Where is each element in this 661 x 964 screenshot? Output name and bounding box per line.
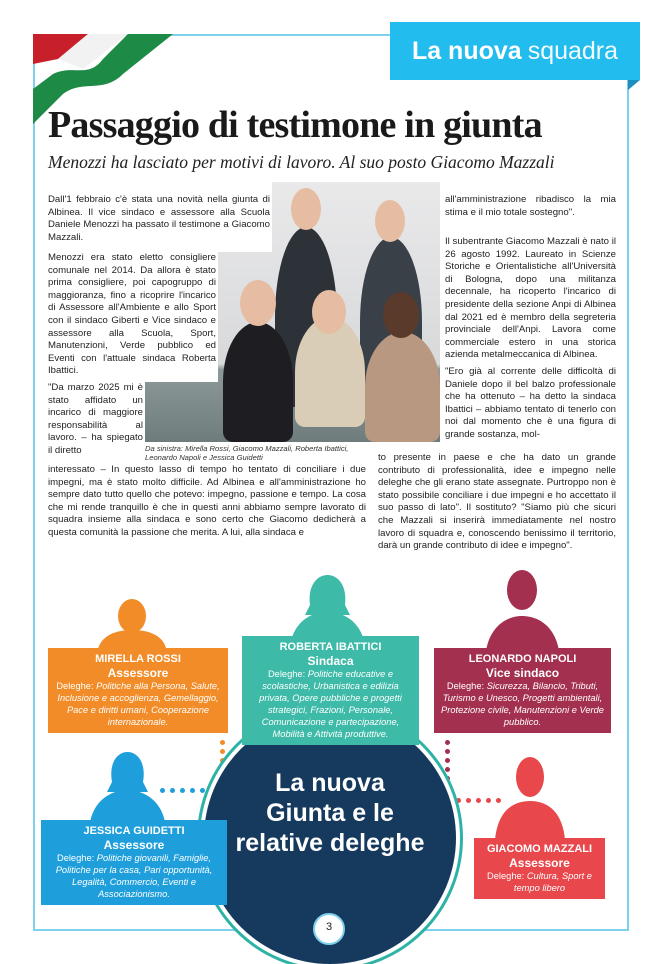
man-silhouette-icon <box>485 568 560 658</box>
member-card-roberta-ibattici <box>242 636 419 745</box>
member-name: ROBERTA IBATTICI <box>279 641 382 653</box>
member-role: Vice sindaco <box>485 666 560 680</box>
deleghe-list: Cultura, Sport e tempo libero <box>513 871 592 893</box>
deleghe-label: Deleghe: <box>487 871 525 881</box>
article-paragraph: interessato – In questo lasso di tempo ho tentato di conciliare i due impegni, ma è stato molto difficile. Ad Albinea e all'amministrazione ho sempre dato tutto quello che potevo: impegno, passione e tempo. La cosa che mi rende tranquillo è che in questi anni abbiamo sempre lavorato di squadra insieme alla sindaca e sono certo che Giacomo dedicherà a questa comunità la passione che merita. A lui, alla sindaca e <box>48 464 366 538</box>
member-name: GIACOMO MAZZALI <box>486 843 593 855</box>
article-paragraph: Il subentrante Giacomo Mazzali è nato il 26 agosto 1992. Laureato in Scienze Storiche e Orientalistiche all'Università di Bologna, dopo una militanza decennale, ha ricoperto l'incarico di presidente della sezione Anpi di Albinea dal 2021 ed è membro della segreteria provinciale dell'Anpi. Lavora come commerciale estero in una storica azienda metalmeccanica di Albinea. <box>445 236 616 361</box>
connector-dots <box>160 788 205 793</box>
woman-silhouette-icon <box>290 560 365 645</box>
member-name: LEONARDO NAPOLI <box>468 653 577 665</box>
man-silhouette-icon <box>495 755 565 840</box>
deleghe-list: Politiche educative e scolastiche, Urbanistica e edilizia privata, Opere pubbliche e progetti strategici, Frazioni, Personale, Comunicazione e partecipazione, Mobilità e Attività produttive. <box>259 669 402 739</box>
subtitle: Menozzi ha lasciato per motivi di lavoro. Al suo posto Giacomo Mazzali <box>48 152 555 172</box>
deleghe-label: Deleghe: <box>56 853 95 863</box>
article-paragraph: Menozzi era stato eletto consigliere comunale nel 2014. Da allora è stato prima consigliere, poi capogruppo di maggioranza, fino a ricoprire l'incarico di Assessore all'Ambiente e allo Sport con il sindaco Giberti e Vice sindaco e assessore alla Scuola, Sport, Manutenzioni, Verde pubblico ed Eventi con l'attuale sindaca Roberta Ibattici. <box>48 252 216 377</box>
article-paragraph: Dall'1 febbraio c'è stata una novità nella giunta di Albinea. Il vice sindaco e assessore alla Scuola Daniele Menozzi ha passato il testimone a Giacomo Mazzali. <box>48 194 270 243</box>
member-card-jessica-guidetti <box>41 820 227 905</box>
deleghe-label: Deleghe: <box>56 681 94 691</box>
deleghe-list: Politiche giovanili, Famiglie, Politiche per la casa, Pari opportunità, Legalità, Commercio, Eventi e Associazionismo. <box>55 853 213 899</box>
photo-caption: Da sinistra: Mirella Rossi, Giacomo Mazzali, Roberta Ibattici, Leonardo Napoli e Jessica Guidetti <box>145 444 349 462</box>
member-name: JESSICA GUIDETTI <box>83 825 185 837</box>
center-title: La nuova Giunta e le relative deleghe <box>235 769 425 857</box>
badge-light: squadra <box>527 36 619 65</box>
woman-silhouette-icon <box>90 742 165 822</box>
article-paragraph: "Da marzo 2025 mi è stato affidato un incarico di maggiore responsabilità al lavoro. – ha spiegato il diretto <box>48 382 143 456</box>
member-name: MIRELLA ROSSI <box>95 653 181 665</box>
article-paragraph: all'amministrazione ribadisco la mia stima e il mio totale sostegno". <box>445 194 616 218</box>
member-role: Assessore <box>509 856 570 870</box>
member-card-giacomo-mazzali <box>474 838 605 899</box>
page-title: Passaggio di testimone in giunta <box>48 104 542 146</box>
member-role: Assessore <box>107 666 169 680</box>
woman-silhouette-icon <box>95 598 170 653</box>
badge-fold <box>628 80 640 90</box>
deleghe-label: Deleghe: <box>267 669 306 679</box>
member-card-leonardo-napoli <box>434 648 611 733</box>
deleghe-list: Politiche alla Persona, Salute, Inclusione e accoglienza, Gemellaggio, Pace e diritti umani, Cooperazione internazionale. <box>57 681 220 727</box>
article-paragraph: "Ero già al corrente delle difficoltà di Daniele dopo il bel balzo professionale che ha ottenuto – ha detto la sindaca Ibattici – abbiamo tentato di tenerlo con noi dal momento che è una figura di grande sostanza, mol- <box>445 366 616 440</box>
article-paragraph: to presente in paese e che ha dato un grande contributo di professionalità, idee e impegno nelle deleghe che gli erano state assegnate. Purtroppo non è stato possibile conciliare i due impegni e ho accettato il suo passo di lato". Il sostituto? "Siamo più che sicuri che Mazzali si inserirà immediatamente nel nostro lavoro di squadra e, conoscendo benissimo il territorio, darà un grande contributo di idee e impegno". <box>378 452 616 552</box>
section-badge <box>390 22 640 80</box>
page-number: 3 <box>313 913 345 945</box>
deleghe-list: Sicurezza, Bilancio, Tributi, Turismo e Unesco, Progetti ambientali, Protezione civile, Manutenzioni e Verde pubblico. <box>441 681 604 727</box>
badge-bold: La nuova <box>411 36 522 65</box>
member-card-mirella-rossi <box>48 648 228 733</box>
connector-dots <box>445 740 450 790</box>
member-role: Assessore <box>103 838 165 852</box>
deleghe-label: Deleghe: <box>446 681 485 691</box>
member-role: Sindaca <box>307 654 354 668</box>
